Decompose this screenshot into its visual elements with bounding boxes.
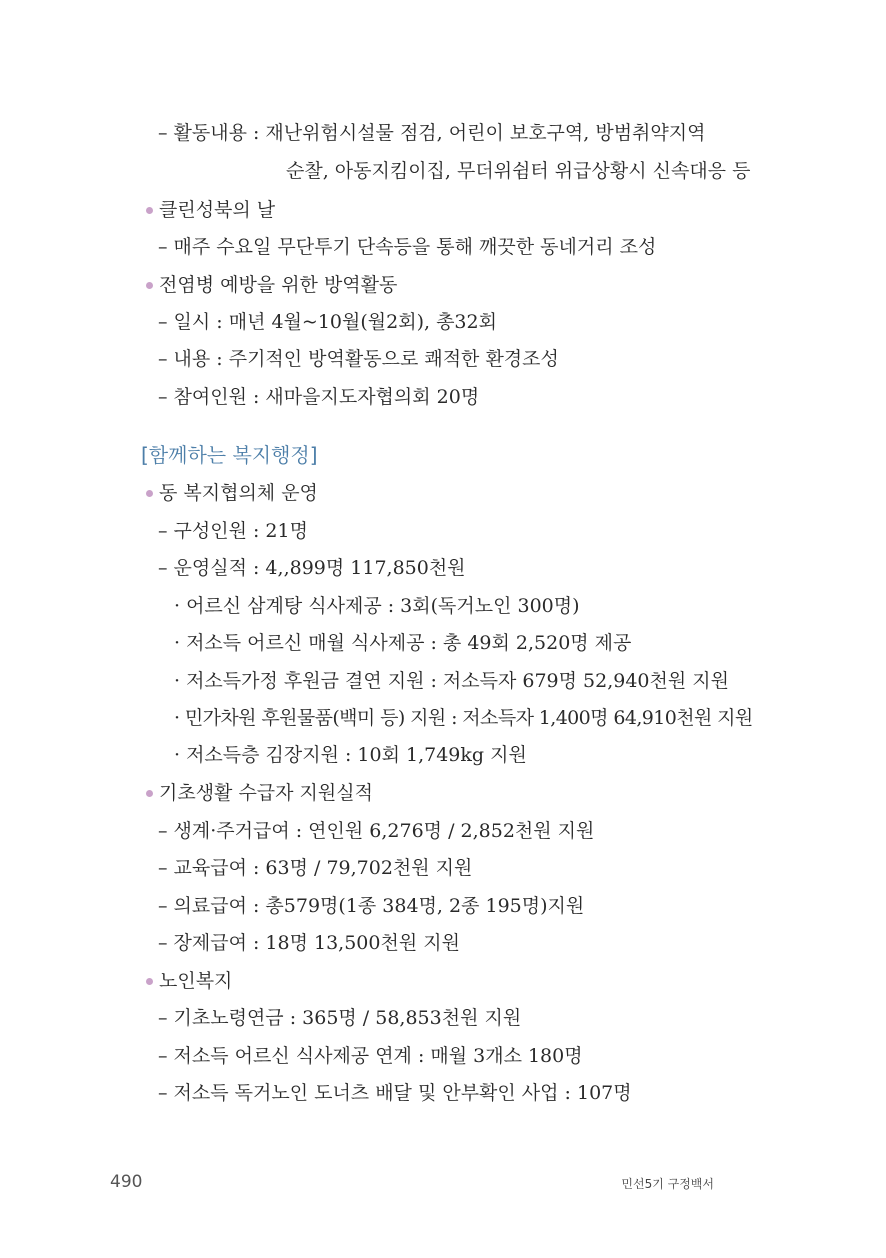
line-activity-cont: 순찰, 아동지킴이집, 무더위쉼터 위급상황시 신속대응 등 xyxy=(286,160,751,182)
line-basic-pension: – 기초노령연금 : 365명 / 58,853천원 지원 xyxy=(158,1007,522,1029)
line-disinfection-participants: – 참여인원 : 새마을지도자협의회 20명 xyxy=(158,386,480,408)
page-number: 490 xyxy=(110,1172,143,1192)
line-medical-benefit: – 의료급여 : 총579명(1종 384명, 2종 195명)지원 xyxy=(158,895,585,917)
bullet-clean-day: 클린성북의 날 xyxy=(159,199,276,221)
line-result-donated-goods: · 민가차원 후원물품(백미 등) 지원 : 저소득자 1,400명 64,910천원 지원 xyxy=(174,707,753,729)
line-livelihood-benefit: – 생계·주거급여 : 연인원 6,276명 / 2,852천원 지원 xyxy=(158,820,595,842)
line-elderly-meal-link: – 저소득 어르신 식사제공 연계 : 매월 3개소 180명 xyxy=(158,1045,583,1067)
bullet-elderly-welfare: 노인복지 xyxy=(159,970,233,992)
bullet-basic-livelihood: 기초생활 수급자 지원실적 xyxy=(159,782,373,804)
book-title: 민선5기 구정백서 xyxy=(621,1177,714,1191)
line-result-kimjang: · 저소득층 김장지원 : 10회 1,749kg 지원 xyxy=(174,744,527,766)
bullet-disinfection: 전염병 예방을 위한 방역활동 xyxy=(159,274,398,296)
line-result-monthly-meal: · 저소득 어르신 매월 식사제공 : 총 49회 2,520명 제공 xyxy=(174,632,632,654)
line-activity: – 활동내용 : 재난위험시설물 점검, 어린이 보호구역, 방범취약지역 xyxy=(158,122,706,144)
line-result-samgyetang: · 어르신 삼계탕 식사제공 : 3회(독거노인 300명) xyxy=(174,595,580,617)
line-funeral-benefit: – 장제급여 : 18명 13,500천원 지원 xyxy=(158,932,460,954)
line-donut-delivery: – 저소득 독거노인 도너츠 배달 및 안부확인 사업 : 107명 xyxy=(158,1082,632,1104)
bullet-welfare-council: 동 복지협의체 운영 xyxy=(159,482,318,504)
line-council-members: – 구성인원 : 21명 xyxy=(158,520,308,542)
line-result-sponsorship: · 저소득가정 후원금 결연 지원 : 저소득자 679명 52,940천원 지원 xyxy=(174,670,729,692)
line-education-benefit: – 교육급여 : 63명 / 79,702천원 지원 xyxy=(158,857,473,879)
line-clean-day-detail: – 매주 수요일 무단투기 단속등을 통해 깨끗한 동네거리 조성 xyxy=(158,236,657,258)
line-council-results: – 운영실적 : 4,,899명 117,850천원 xyxy=(158,557,466,579)
line-disinfection-content: – 내용 : 주기적인 방역활동으로 쾌적한 환경조성 xyxy=(158,348,559,370)
section-heading-welfare: [함께하는 복지행정] xyxy=(141,443,318,467)
line-disinfection-date: – 일시 : 매년 4월~10월(월2회), 총32회 xyxy=(158,311,497,333)
